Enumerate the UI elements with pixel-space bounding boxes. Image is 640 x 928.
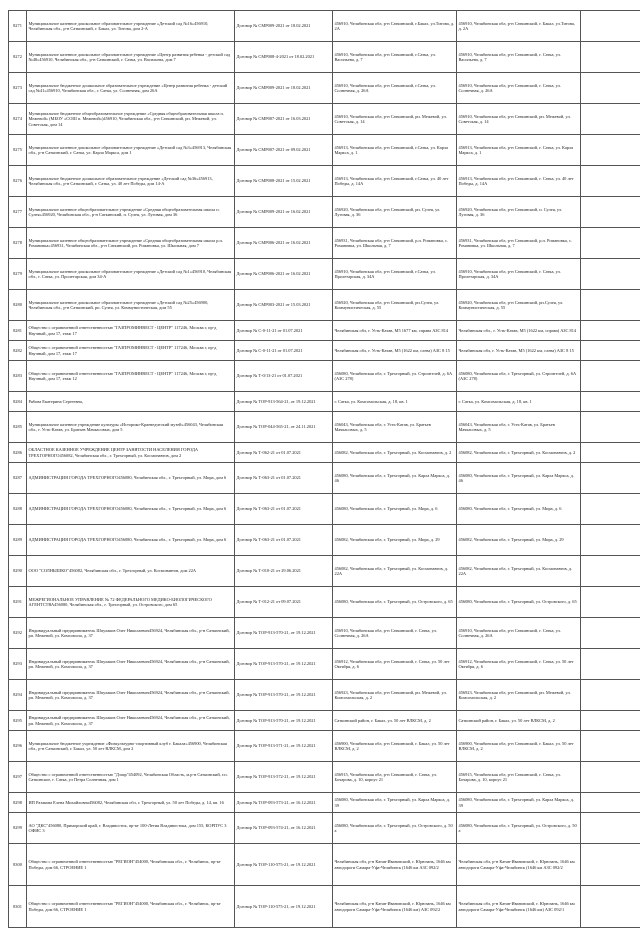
contract-cell: Договор № Т-063-21 от 01.07.2021 [235, 494, 333, 525]
contract-cell: Договор № ТОР-093-573-21, от 16.12.2021 [235, 793, 333, 813]
empty-cell [581, 290, 640, 321]
organization-cell: Общество с ограниченной ответственностью "ГАЗПРОМИНВЕСТ - ЦЕНТР" 117246, Москва г, пр-д Научный, дом 17, этаж 17 [27, 341, 235, 361]
organization-cell: Муниципальное бюджетное учреждение «Физкультурно-спортивный клуб г. Бакала»456900, Челябинская обл., р-н Саткинский, г. Бакал, ул. 50 лет ВЛКСМ, дом 2 [27, 731, 235, 762]
actual-address-cell: 456923, Челябинская обл, р-н Саткинский, рп. Межевой, ул. Комсомольская, д. 2 [457, 680, 581, 711]
actual-address-cell: 456082, Челябинская обл, г. Трехгорный, ул. Космонавтов, д. 2 [457, 443, 581, 463]
row-number: 8271 [9, 11, 27, 42]
table-row [9, 844, 640, 886]
empty-cell [581, 525, 640, 556]
address-cell: 456920, Челябинская обл, р-н Саткинский, рп. Сулея, ул. Луговая, д. 36 [333, 197, 457, 228]
contract-cell: Договор № СМР006-2021 от 16.02.2021 [235, 228, 333, 259]
row-number: 8294 [9, 680, 27, 711]
address-cell: Челябинская обл, г. Усть-Катав, М5 (1622 км, слева) АЗС 8 15 [333, 341, 457, 361]
contract-cell: Договор № СМР009-2021 от 16.02.2021 [235, 197, 333, 228]
actual-address-cell: 456915, Челябинская обл, р-н Саткинский, г. Сатка, ул. Бочарова, д. 10, корпус 21 [457, 762, 581, 793]
row-number: 8297 [9, 762, 27, 793]
empty-cell [581, 844, 640, 886]
organization-cell: Общество с ограниченной ответственностью "РЕГИОН"454000, Челябинская обл., г. Челябинск, пр-кт Победы, дом 66, СТРОЕНИЕ 1 [27, 886, 235, 928]
row-number: 8296 [9, 731, 27, 762]
organization-cell: Общество с ограниченной ответственностью "ГАЗПРОМИНВЕСТ - ЦЕНТР" 117246, Москва г, пр-д Научный, дом 17, этаж 17 [27, 321, 235, 341]
empty-cell [581, 228, 640, 259]
empty-cell [581, 886, 640, 928]
address-cell: 456043, Челябинская обл, г. Усть-Катав, ул. Братьев Мачкасовых, д. 5 [333, 412, 457, 443]
empty-cell [581, 341, 640, 361]
contract-cell: Договор № СМР003-2021 от 15.03.2021 [235, 290, 333, 321]
address-cell: 456910, Челябинская обл, р-н Саткинский, рп. Межевой, ул. Советская, д. 14 [333, 104, 457, 135]
table-row [9, 259, 640, 290]
table-row [9, 680, 640, 711]
actual-address-cell: Челябинская обл, р-н Катав-Ивановский, г. Юрюзань, 1646 км автодороги Самара-Уфа-Челябинск (1646 км АЗС 092/2 [457, 844, 581, 886]
organization-cell: Муниципальное казенное дошкольное образовательное учреждение «Детский сад №25»456900, Челябинская обл., р-н Саткинский, рп. Сулея, ул. Коммунистическая, дом 55 [27, 290, 235, 321]
address-cell: 456915, Челябинская обл, р-н Саткинский, г. Сатка, ул. Бочарова, д. 10, корпус 21 [333, 762, 457, 793]
empty-cell [581, 463, 640, 494]
contract-cell: Договор № Т-0/13-21 от 01.07.2021 [235, 361, 333, 392]
organization-cell: Индивидуальный предприниматель Шпулаков Олег Николаевич456924, Челябинская обл., р-н Саткинский, рп. Межевой, ул. Комсомола, д. 37 [27, 680, 235, 711]
actual-address-cell: 456080, Челябинская обл, г. Трехгорный, ул. Карла Маркса, д. 46 [457, 463, 581, 494]
address-cell: 456912, Челябинская обл, р-н Саткинский, г. Сатка, ул. 50 лет Октября, д. 6 [333, 649, 457, 680]
organization-cell: Муниципальное казенное дошкольное образовательное учреждение «Детский сад №16»456910, Челябинская обл., р-н Саткинский, г. Бакал, ул. Титова, дом 2-А [27, 11, 235, 42]
actual-address-cell: Саткинский район, г. Бакал, ул. 50 лет ВЛКСМ, д. 2 [457, 711, 581, 731]
empty-cell [581, 793, 640, 813]
table-row [9, 166, 640, 197]
contract-cell: Договор № С-0-11-21 от 01.07.2021 [235, 341, 333, 361]
address-cell: 456082, Челябинская обл, г. Трехгорный, ул. Космонавтов, д. 2 [333, 443, 457, 463]
address-cell: Саткинский район, г. Бакал, ул. 50 лет ВЛКСМ, д. 2 [333, 711, 457, 731]
table-row [9, 361, 640, 392]
organization-cell: МЕЖРЕГИОНАЛЬНОЕ УПРАВЛЕНИЕ № 72 ФЕДЕРАЛЬНОГО МЕДИКО-БИОЛОГИЧЕСКОГО АГЕНТСТВА456080, Челябинская обл., г. Трехгорный, ул. Островского, дом 65 [27, 587, 235, 618]
row-number: 8300 [9, 844, 27, 886]
address-cell: 456913, Челябинская обл, р-н Саткинский, г.Сатка, ул. 40 лет Победы, д. 14А [333, 166, 457, 197]
table-row [9, 412, 640, 443]
contract-cell: Договор № Т-062-21 от 01.07.2021 [235, 443, 333, 463]
empty-cell [581, 104, 640, 135]
row-number: 8273 [9, 73, 27, 104]
contract-cell: Договор № ТОР-093-574-21, от 16.12.2021 [235, 813, 333, 844]
actual-address-cell: 456082, Челябинская обл, г. Трехгорный, ул. Космонавтов, д. 22А [457, 556, 581, 587]
contract-cell: Договор № Т-063-21 от 01.07.2021 [235, 463, 333, 494]
table-row [9, 228, 640, 259]
address-cell: 456900, Челябинская обл, р-н Саткинский, г. Бакал, ул. 50 лет ВЛКСМ, д. 2 [333, 731, 457, 762]
actual-address-cell: 456910, Челябинская обл, р-н Саткинский, г. Сатка, ул. Солнечная, д. 26А [457, 618, 581, 649]
address-cell: 456920, Челябинская обл, р-н Саткинский, рп.Сулея, ул. Коммунистическая, д. 55 [333, 290, 457, 321]
actual-address-cell: 456080, Челябинская обл, г. Трехгорный, ул. Островского, д. 50 а [457, 813, 581, 844]
actual-address-cell: 456043, Челябинская обл, г. Усть-Катав, ул. Братьев Мачкасовых, д. 5 [457, 412, 581, 443]
table-row [9, 649, 640, 680]
table-row [9, 42, 640, 73]
contract-cell: Договор № ТОР-110-575-21, от 19.12.2021 [235, 886, 333, 928]
empty-cell [581, 711, 640, 731]
empty-cell [581, 197, 640, 228]
row-number: 8292 [9, 618, 27, 649]
empty-cell [581, 494, 640, 525]
contract-cell: Договор № ТОР-913-570-21, от 19.12.2021 [235, 649, 333, 680]
empty-cell [581, 412, 640, 443]
actual-address-cell: 456910, Челябинская обл, р-н Саткинский, г. Сатка, ул. Пролетарская, д. 34А [457, 259, 581, 290]
organization-cell: Муниципальное бюджетное общеобразовательное учреждение «Средняя общеобразовательная школа п. Межевой» (МБОУ «СОШ п. Межевой»)456910, Челябинская обл., р-н Саткинский, рп. Межевой, ул. Советская, дом 14 [27, 104, 235, 135]
table-row [9, 886, 640, 928]
registry-table [8, 10, 640, 928]
empty-cell [581, 321, 640, 341]
table-row [9, 197, 640, 228]
contract-cell: Договор № ТОР-913-564-21, от 19.12.2021 [235, 392, 333, 412]
actual-address-cell: 456910, Челябинская обл, р-н Саткинский, г. Бакал, ул.Титова, д. 2А [457, 11, 581, 42]
actual-address-cell: 456910, Челябинская обл, р-н Саткинский, рп. Межевой, ул. Советская, д. 14 [457, 104, 581, 135]
actual-address-cell: 456912, Челябинская обл, р-н Саткинский, г. Сатка, ул. 50 лет Октября, д. 6 [457, 649, 581, 680]
actual-address-cell: 456920, Челябинская обл, р-н Саткинский, рп.Сулея, ул. Коммунистическая, д. 55 [457, 290, 581, 321]
row-number: 8290 [9, 556, 27, 587]
organization-cell: Муниципальное казенное общеобразовательное учреждение «Средняя общеобразовательная школа п. Сулея»456920, Челябинская обл., р-н Саткинский, п. Сулея, ул. Луговая, дом 36 [27, 197, 235, 228]
table-row [9, 813, 640, 844]
address-cell: г. Сатка, ул. Комсомольская, д. 18, кв. 1 [333, 392, 457, 412]
actual-address-cell: 456910, Челябинская обл, р-н Саткинский, г. Сатка, ул. Солнечная, д. 26А [457, 73, 581, 104]
organization-cell: Муниципальное бюджетное дошкольное образовательное учреждение «Детский сад №36»456913, Челябинская обл., р-н Саткинский, г. Сатка, ул. 40 лет Победы, дом 14-А [27, 166, 235, 197]
address-cell: 456080, Челябинская обл, г. Трехгорный, ул. Строителей, д. 6А (АЗС 278) [333, 361, 457, 392]
table-row [9, 73, 640, 104]
organization-cell: АДМИНИСТРАЦИЯ ГОРОДА ТРЕХГОРНОГО456080, Челябинская обл., г. Трехгорный, ул. Мира, дом 6 [27, 525, 235, 556]
contract-cell: Договор № ТОР-044-565-21, от 24.11.2021 [235, 412, 333, 443]
row-number: 8301 [9, 886, 27, 928]
table-row [9, 321, 640, 341]
contract-cell: Договор № ТОР-913-570-21, от 19.12.2021 [235, 711, 333, 731]
address-cell: 456080, Челябинская обл, г. Трехгорный, ул. Карла Маркса, д. 39 [333, 793, 457, 813]
empty-cell [581, 443, 640, 463]
address-cell: Челябинская обл, р-н Катав-Ивановский, г. Юрюзань, 1646 км автодороги Самара-Уфа-Челябинск (1646 км АЗС 092/2 [333, 844, 457, 886]
actual-address-cell: 456080, Челябинская обл, г. Трехгорный, ул. Строителей, д. 6А (АЗС 278) [457, 361, 581, 392]
table-row [9, 618, 640, 649]
row-number: 8275 [9, 135, 27, 166]
table-row [9, 290, 640, 321]
address-cell: 456910, Челябинская обл, р-н Саткинский, г.Сатка, ул. Солнечная, д. 26А [333, 73, 457, 104]
empty-cell [581, 135, 640, 166]
empty-cell [581, 813, 640, 844]
actual-address-cell: Челябинская обл., г. Усть-Катав, М5 (1622 км, справа) АЗС 814 [457, 321, 581, 341]
empty-cell [581, 731, 640, 762]
empty-cell [581, 361, 640, 392]
address-cell: 456080, Челябинская обл, г. Трехгорный, ул. Островского, д. 50 а [333, 813, 457, 844]
row-number: 8276 [9, 166, 27, 197]
actual-address-cell: г. Сатка, ул. Комсомольская, д. 18, кв. 1 [457, 392, 581, 412]
table-row [9, 587, 640, 618]
empty-cell [581, 680, 640, 711]
table-row [9, 793, 640, 813]
address-cell: 456082, Челябинская обл, г. Трехгорный, ул. Мира, д. 29 [333, 525, 457, 556]
address-cell: 456913, Челябинская обл, р-н Саткинский, г.Сатка, ул. Карла Маркса, д. 1 [333, 135, 457, 166]
table-row [9, 11, 640, 42]
contract-cell: Договор № СМР007-2021 от 16.03.2021 [235, 104, 333, 135]
row-number: 8277 [9, 197, 27, 228]
organization-cell: Муниципальное казенное дошкольное образовательное учреждение «Детский сад №3»456913, Челябинская обл., р-н Саткинский, г. Сатка, ул. Карла Маркса, дом 1 [27, 135, 235, 166]
actual-address-cell: Челябинская обл, г. Усть-Катав, М5 (1622 км, слева) АЗС 8 15 [457, 341, 581, 361]
contract-cell: Договор № ТОР-913-570-21, от 19.12.2021 [235, 618, 333, 649]
row-number: 8287 [9, 463, 27, 494]
contract-cell: Договор № СМР008-4-2021 от 18.02.2021 [235, 42, 333, 73]
actual-address-cell: 456082, Челябинская обл, г. Трехгорный, ул. Мира, д. 29 [457, 525, 581, 556]
address-cell: 456931, Челябинская обл, р-н Саткинский, р.п. Романовка, с. Романовка, ул. Школьная, д. 7 [333, 228, 457, 259]
actual-address-cell: 456900, Челябинская обл, р-н Саткинский, г. Бакал, ул. 50 лет ВЛКСМ, д. 2 [457, 731, 581, 762]
table-row [9, 711, 640, 731]
actual-address-cell: Челябинская обл, р-н Катав-Ивановский, г. Юрюзань, 1646 км автодороги Самара-Уфа-Челябинск (1646 км) АЗС 092/1 [457, 886, 581, 928]
contract-cell: Договор № СМР007-2021 от 09.02.2021 [235, 135, 333, 166]
organization-cell: АДМИНИСТРАЦИЯ ГОРОДА ТРЕХГОРНОГО456080, Челябинская обл., г. Трехгорный, ул. Мира, дом 6 [27, 494, 235, 525]
empty-cell [581, 649, 640, 680]
table-row [9, 392, 640, 412]
contract-cell: Договор № СМР008-2021 от 15.02.2021 [235, 166, 333, 197]
actual-address-cell: 456913, Челябинская обл, р-н Саткинский, г. Сатка, ул. Карла Маркса, д. 1 [457, 135, 581, 166]
organization-cell: Муниципальное казенное дошкольное образовательное учреждение «Центр развития ребенка - детский сад №48»456910, Челябинская обл., р-н Саткинский, г. Сатка, ул. Васильева, дом 7 [27, 42, 235, 73]
actual-address-cell: 456920, Челябинская обл, р-н Саткинский, п. Сулея, ул. Луговая, д. 36 [457, 197, 581, 228]
address-cell: 456082, Челябинская обл, г. Трехгорный, ул. Космонавтов, д. 22А [333, 556, 457, 587]
row-number: 8272 [9, 42, 27, 73]
organization-cell: Общество с ограниченной ответственностью "ГАЗПРОМИНВЕСТ - ЦЕНТР" 117246, Москва г, пр-д Научный, дом 17, этаж 12 [27, 361, 235, 392]
address-cell: 456923, Челябинская обл, р-н Саткинский, рп. Межевой, ул. Комсомольская, д. 2 [333, 680, 457, 711]
address-cell: 456080, Челябинская обл, г. Трехгорный, ул. Карла Маркса, д. 46 [333, 463, 457, 494]
empty-cell [581, 762, 640, 793]
empty-cell [581, 618, 640, 649]
empty-cell [581, 42, 640, 73]
row-number: 8291 [9, 587, 27, 618]
table-row [9, 104, 640, 135]
address-cell: 456910, Челябинская обл, р-н Саткинский, г.Сатка, ул. Пролетарская, д. 34А [333, 259, 457, 290]
address-cell: Челябинская обл, г. Усть-Катав, М5 1677 км, справа АЗС 814 [333, 321, 457, 341]
organization-cell: Рябова Екатерина Сергеевна, [27, 392, 235, 412]
organization-cell: Муниципальное казенное общеобразовательное учреждение «Средняя общеобразовательная школа р.п. Романовка»456931, Челябинская обл., р-н Саткинский, рп. Романовка, ул. Школьная, дом 7 [27, 228, 235, 259]
contract-cell: Договор № С-0-11-21 от 01.07.2021 [235, 321, 333, 341]
table-row [9, 443, 640, 463]
empty-cell [581, 73, 640, 104]
table-row [9, 135, 640, 166]
contract-cell: Договор № СМР009-2021 от 18.02.2021 [235, 11, 333, 42]
table-row [9, 762, 640, 793]
row-number: 8278 [9, 228, 27, 259]
organization-cell: АО "ДКС"456080, Приморский край, г. Владивосток, пр-кт 100-Летия Владивостока, дом 155, КОРПУС 3 ОФИС 3 [27, 813, 235, 844]
contract-cell: Договор № ТОР-913-572-21, от 19.12.2021 [235, 762, 333, 793]
row-number: 8281 [9, 321, 27, 341]
contract-cell: Договор № Т-010-21 от 29.06.2021 [235, 556, 333, 587]
empty-cell [581, 259, 640, 290]
row-number: 8293 [9, 649, 27, 680]
actual-address-cell: 456080, Челябинская обл, г. Трехгорный, ул. Островского, д. 65 [457, 587, 581, 618]
address-cell: 456910, Челябинская обл, р-н Саткинский, г. Сатка, ул. Солнечная, д. 26А [333, 618, 457, 649]
actual-address-cell: 456931, Челябинская обл, р-н Саткинский, р.п. Романовка, с. Романовка, ул. Школьная, д. 7 [457, 228, 581, 259]
table-row [9, 494, 640, 525]
row-number: 8299 [9, 813, 27, 844]
organization-cell: Общество с ограниченной ответственностью "РЕГИОН"454000, Челябинская обл., г. Челябинск, пр-кт Победы, дом 66, СТРОЕНИЕ 1 [27, 844, 235, 886]
organization-cell: Индивидуальный предприниматель Шпулаков Олег Николаевич456924, Челябинская обл., р-н Саткинский, рп. Межевой, ул. Комсомола, д. 37 [27, 618, 235, 649]
contract-cell: Договор № ТОР-913-571-21, от 19.12.2021 [235, 731, 333, 762]
contract-cell: Договор № СМР009-2021 от 18.02.2021 [235, 73, 333, 104]
table-row [9, 341, 640, 361]
registry-table-body [9, 11, 640, 928]
table-row [9, 556, 640, 587]
organization-cell: АДМИНИСТРАЦИЯ ГОРОДА ТРЕХГОРНОГО456080, Челябинская обл., г. Трехгорный, ул. Мира, дом 6 [27, 463, 235, 494]
actual-address-cell: 456080, Челябинская обл, г. Трехгорный, ул. Карла Маркса, д. 39 [457, 793, 581, 813]
address-cell: Челябинская обл, р-н Катав-Ивановский, г. Юрюзань, 1646 км автодороги Самара-Уфа-Челябинск (1646 км) АЗС 092/2 [333, 886, 457, 928]
empty-cell [581, 166, 640, 197]
actual-address-cell: 456910, Челябинская обл, р-н Саткинский, г. Сатка, ул. Васильева, д. 7 [457, 42, 581, 73]
row-number: 8295 [9, 711, 27, 731]
actual-address-cell: 456080, Челябинская обл, г. Трехгорный, ул. Мира, д. 6 [457, 494, 581, 525]
contract-cell: Договор № ТОР-110-575-21, от 19.12.2021 [235, 844, 333, 886]
contract-cell: Договор № ТОР-913-570-21, от 19.12.2021 [235, 680, 333, 711]
empty-cell [581, 11, 640, 42]
row-number: 8280 [9, 290, 27, 321]
actual-address-cell: 456913, Челябинская обл, р-н Саткинский, г. Сатка, ул. 40 лет Победы, д. 14А [457, 166, 581, 197]
contract-cell: Договор № СМР006-2021 от 16.02.2021 [235, 259, 333, 290]
contract-cell: Договор № Т-063-21 от 01.07.2021 [235, 525, 333, 556]
row-number: 8286 [9, 443, 27, 463]
address-cell: 456910, Челябинская обл, р-н Саткинский, г.Сатка, ул. Васильева, д. 7 [333, 42, 457, 73]
organization-cell: ИП Разакова Елена Михайловна456082, Челябинская обл, г. Трехгорный, ул. 50 лет Победы, д. 14, кв. 16 [27, 793, 235, 813]
row-number: 8274 [9, 104, 27, 135]
row-number: 8279 [9, 259, 27, 290]
organization-cell: ООО "СОЛНЫШКО"456082, Челябинская обл., г. Трехгорный, ул. Космонавтов, дом 22А [27, 556, 235, 587]
empty-cell [581, 556, 640, 587]
organization-cell: Общество с ограниченной ответственностью "Дзаэр"454092, Челябинская Область, м.р-н Саткинский, г.п. Саткинское, г. Сатка, ул Петра Солнечная, дом 1 [27, 762, 235, 793]
organization-cell: Индивидуальный предприниматель Шпулаков Олег Николаевич456924, Челябинская обл., р-н Саткинский, рп. Межевой, ул. Комсомола, д. 37 [27, 711, 235, 731]
address-cell: 456080, Челябинская обл, г. Трехгорный, ул. Мира, д. 6 [333, 494, 457, 525]
empty-cell [581, 392, 640, 412]
address-cell: 456080, Челябинская обл, г. Трехгорный, ул. Островского, д. 65 [333, 587, 457, 618]
organization-cell: Муниципальное казенное дошкольное образовательное учреждение «Детский сад №1»456910, Челябинская обл., г. Сатка, ул. Пролетарская, дом 34-А [27, 259, 235, 290]
address-cell: 456910, Челябинская обл, р-н Саткинский, г.Бакал, ул.Титова, д. 2А [333, 11, 457, 42]
empty-cell [581, 587, 640, 618]
row-number: 8285 [9, 412, 27, 443]
organization-cell: Муниципальное бюджетное дошкольное образовательное учреждение «Центр развития ребенка - детский сад №41»456910, Челябинская обл., г. Сатка, ул. Солнечная, дом 26А [27, 73, 235, 104]
row-number: 8283 [9, 361, 27, 392]
table-row [9, 525, 640, 556]
table-row [9, 731, 640, 762]
table-row [9, 463, 640, 494]
row-number: 8284 [9, 392, 27, 412]
contract-cell: Договор № Т-012-21 от 09.07.2021 [235, 587, 333, 618]
row-number: 8282 [9, 341, 27, 361]
row-number: 8289 [9, 525, 27, 556]
row-number: 8298 [9, 793, 27, 813]
row-number: 8288 [9, 494, 27, 525]
organization-cell: ОБЛАСТНОЕ КАЗЕННОЕ УЧРЕЖДЕНИЕ ЦЕНТР ЗАНЯТОСТИ НАСЕЛЕНИЯ ГОРОДА ТРЕХГОРНОГО456082, Челябинская обл., г. Трехгорный, ул. Космонавтов, дом 2 [27, 443, 235, 463]
organization-cell: Муниципальное казенное учреждение культуры «Историко-Краеведческий музей»456043, Челябинская обл., г. Усть-Катав, ул. Братьев Мачкасовых, дом 5 [27, 412, 235, 443]
organization-cell: Индивидуальный предприниматель Шпулаков Олег Николаевич456924, Челябинская обл., р-н Саткинский, рп. Межевой, ул. Комсомола, д. 37 [27, 649, 235, 680]
